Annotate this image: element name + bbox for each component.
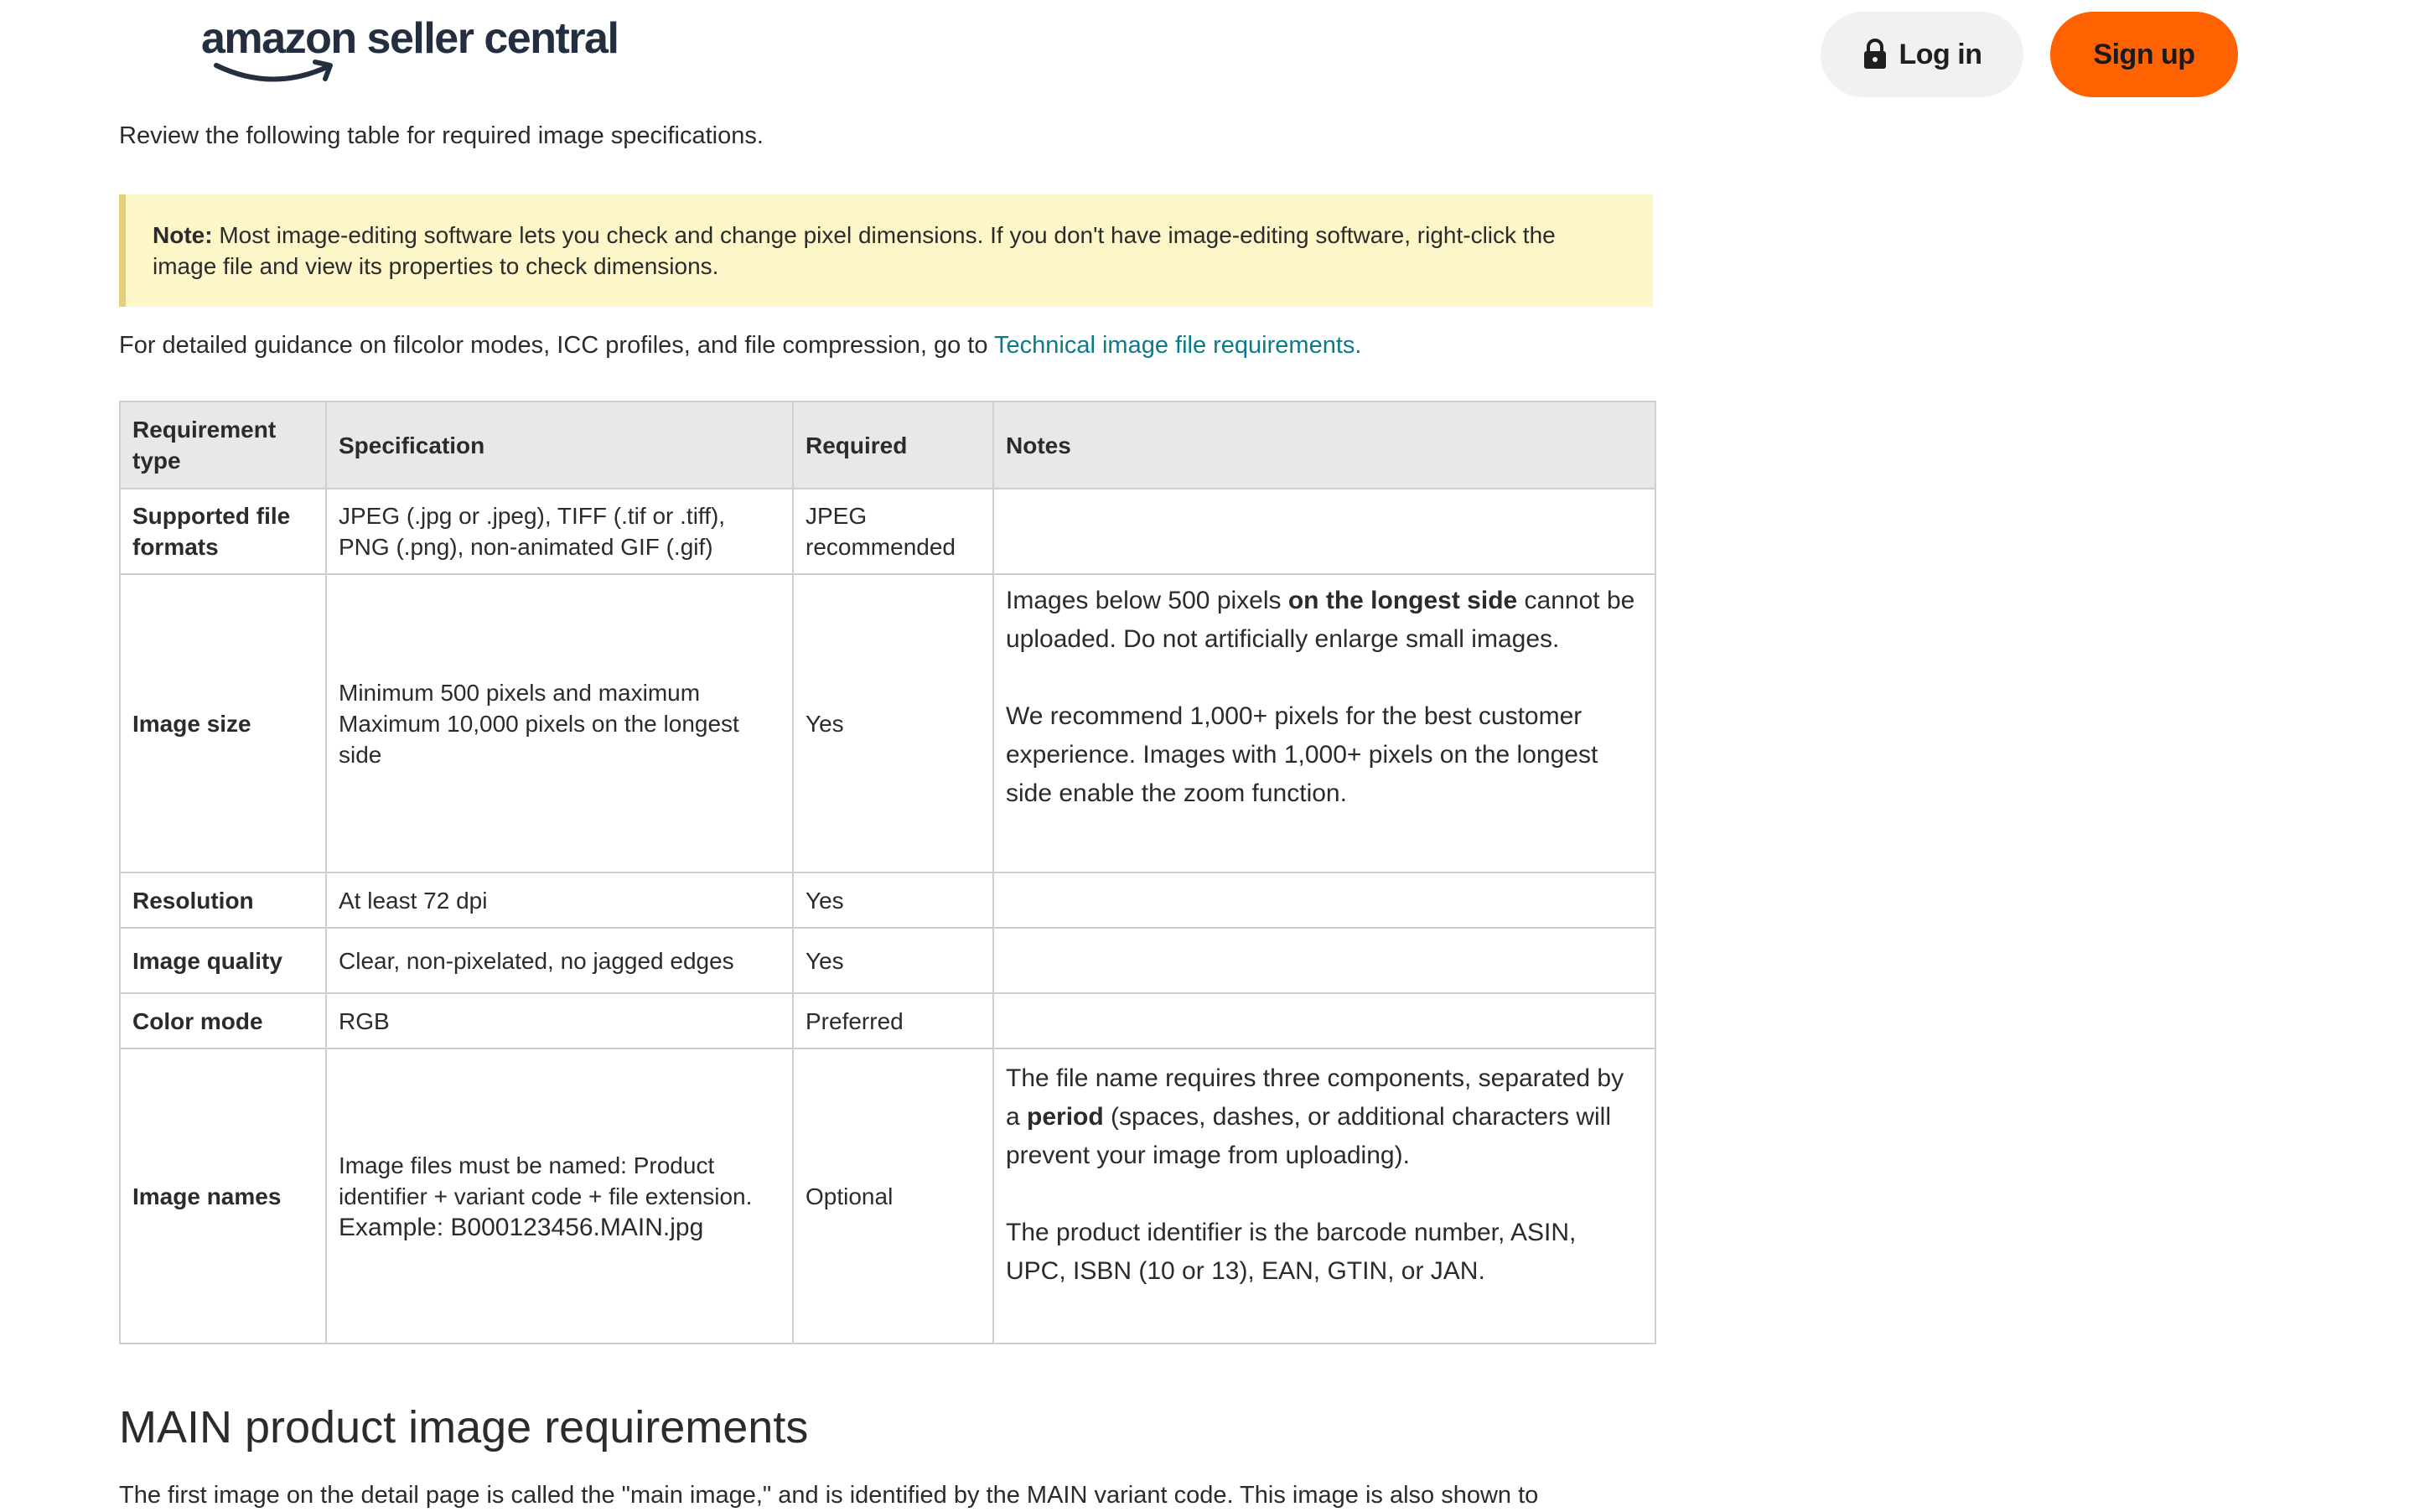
- cell-requirement-type: Image names: [120, 1049, 326, 1344]
- cell-required: Yes: [793, 574, 993, 873]
- notes-text: The file name requires three components, separated by a: [1006, 1064, 1624, 1131]
- table-row: [120, 873, 1655, 928]
- lock-icon: [1862, 39, 1888, 70]
- cell-required: Yes: [793, 873, 993, 928]
- cell-required: Yes: [793, 928, 993, 993]
- cell-specification: Minimum 500 pixels and maximum Maximum 10,000 pixels on the longest side: [326, 574, 793, 873]
- note-callout: [119, 194, 1653, 307]
- signup-label: Sign up: [2093, 38, 2195, 70]
- notes-paragraph: We recommend 1,000+ pixels for the best customer experience. Images with 1,000+ pixels on the longest side enable the zoom function.: [1006, 702, 1598, 807]
- cell-notes: [993, 928, 1655, 993]
- cell-notes: [993, 1049, 1655, 1344]
- cell-required: Preferred: [793, 993, 993, 1049]
- section-paragraph: The first image on the detail page is called the "main image," and is identified by the MAIN variant code. This image is also shown to: [119, 1482, 1539, 1509]
- cell-notes: [993, 873, 1655, 928]
- site-header: [0, 0, 2414, 109]
- notes-paragraph: The product identifier is the barcode number, ASIN, UPC, ISBN (10 or 13), EAN, GTIN, or JAN.: [1006, 1219, 1577, 1285]
- cell-requirement-type: Resolution: [120, 873, 326, 928]
- cell-requirement-type: Supported file formats: [120, 489, 326, 574]
- logo-text: amazon seller central: [201, 14, 619, 63]
- cell-specification: At least 72 dpi: [326, 873, 793, 928]
- section-heading: MAIN product image requirements: [119, 1402, 809, 1452]
- image-spec-table: [119, 401, 1656, 1344]
- header-notes: Notes: [993, 401, 1655, 489]
- notes-text: Images below 500 pixels: [1006, 587, 1288, 614]
- cell-notes: [993, 489, 1655, 574]
- intro-text: Review the following table for required image specifications.: [119, 122, 764, 149]
- cell-requirement-type: Image quality: [120, 928, 326, 993]
- login-button[interactable]: [1821, 12, 2023, 97]
- cell-notes: [993, 993, 1655, 1049]
- header-specification: Specification: [326, 401, 793, 489]
- cell-required: JPEG recommended: [793, 489, 993, 574]
- amazon-smile-icon: [213, 59, 339, 87]
- cell-notes: [993, 574, 1655, 873]
- cell-required: Optional: [793, 1049, 993, 1344]
- cell-requirement-type: Color mode: [120, 993, 326, 1049]
- cell-specification: [326, 1049, 793, 1344]
- login-label: Log in: [1899, 38, 1982, 70]
- notes-paragraph: [1006, 582, 1643, 659]
- technical-requirements-link[interactable]: Technical image file requirements.: [994, 332, 1362, 359]
- header-requirement-type: Requirement type: [120, 401, 326, 489]
- table-row: [120, 489, 1655, 574]
- table-row: [120, 574, 1655, 873]
- notes-bold: period: [1027, 1103, 1104, 1131]
- table-row: [120, 1049, 1655, 1344]
- notes-paragraph: [1006, 1059, 1643, 1175]
- signup-button[interactable]: [2050, 12, 2238, 97]
- table-header-row: [120, 401, 1655, 489]
- note-label: Note:: [153, 222, 213, 248]
- notes-text: (spaces, dashes, or additional characters will prevent your image from uploading).: [1006, 1103, 1611, 1169]
- note-text: Most image-editing software lets you check and change pixel dimensions. If you don't have image-editing software, right-click the image file and view its properties to check dimensions.: [153, 222, 1556, 279]
- cell-requirement-type: Image size: [120, 574, 326, 873]
- guidance-text: [119, 329, 1361, 362]
- spec-example: Example: B000123456.MAIN.jpg: [339, 1213, 704, 1241]
- cell-specification: JPEG (.jpg or .jpeg), TIFF (.tif or .tiff), PNG (.png), non-animated GIF (.gif): [326, 489, 793, 574]
- table-row: [120, 928, 1655, 993]
- cell-specification: Clear, non-pixelated, no jagged edges: [326, 928, 793, 993]
- spec-text: Image files must be named: Product identifier + variant code + file extension.: [339, 1152, 753, 1209]
- table-row: [120, 993, 1655, 1049]
- notes-text: cannot be uploaded. Do not artificially enlarge small images.: [1006, 587, 1635, 653]
- amazon-seller-central-logo[interactable]: [201, 14, 619, 84]
- notes-bold: on the longest side: [1287, 587, 1518, 614]
- cell-specification: RGB: [326, 993, 793, 1049]
- header-required: Required: [793, 401, 993, 489]
- guidance-prefix: For detailed guidance on filcolor modes, ICC profiles, and file compression, go to: [119, 332, 995, 359]
